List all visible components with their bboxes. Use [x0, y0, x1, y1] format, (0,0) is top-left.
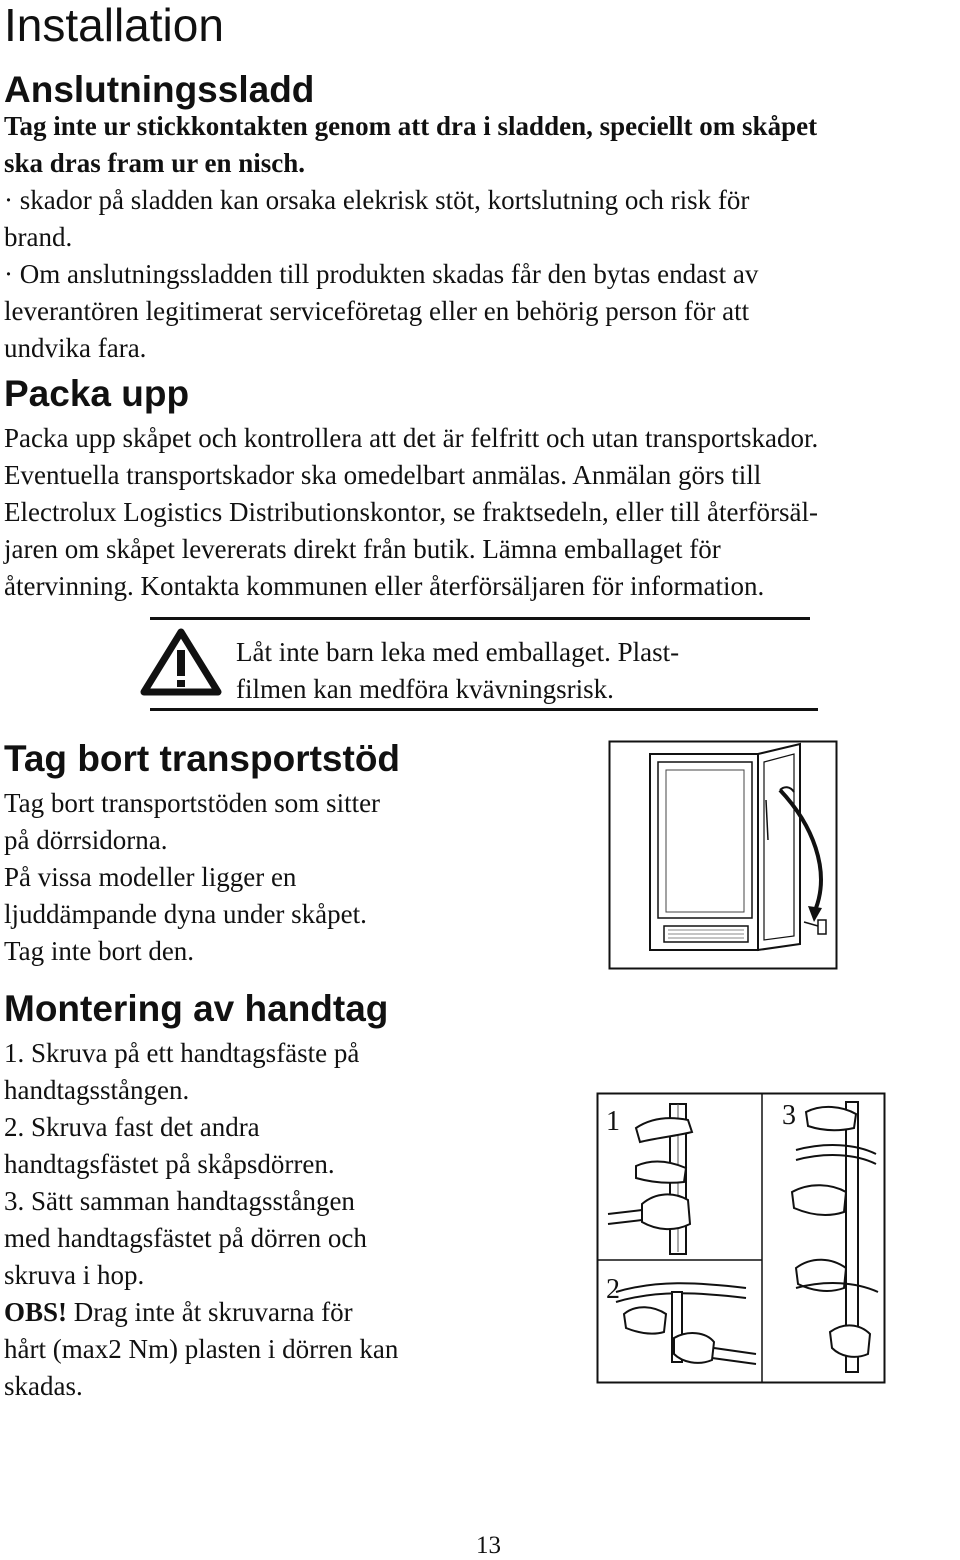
warning-line2: filmen kan medföra kvävningsrisk. [236, 674, 614, 704]
transport-line2: på dörrsidorna. [4, 825, 168, 855]
handle-line6: med handtagsfästet på dörren och [4, 1223, 367, 1253]
transport-line1: Tag bort transportstöden som sitter [4, 788, 381, 818]
unpack-line3: Electrolux Logistics Distributionskontor, se fraktsedeln, eller till återförsäl- [4, 497, 818, 527]
obs-text: Drag inte åt skruvarna för [67, 1297, 353, 1327]
unpack-section-body [4, 420, 956, 605]
handle-assembly-illustration [596, 1092, 886, 1384]
warning-text [236, 634, 796, 708]
handle-obs-line [4, 1294, 594, 1331]
section-heading-cord: Anslutningssladd [4, 69, 315, 110]
unpack-line2: Eventuella transportskador ska omedelbart anmälas. Anmälan görs till [4, 460, 762, 490]
handle-line3: 2. Skruva fast det andra [4, 1112, 260, 1142]
handle-line10: skadas. [4, 1371, 83, 1401]
handle-section-body [4, 1035, 594, 1405]
handle-line1: 1. Skruva på ett handtagsfäste på [4, 1038, 360, 1068]
transport-section-body [4, 785, 594, 970]
warning-rule-top [150, 617, 810, 620]
transport-line4: ljuddämpande dyna under skåpet. [4, 899, 367, 929]
page-title: Installation [4, 0, 224, 51]
unpack-line5: återvinning. Kontakta kommunen eller återförsäljaren för information. [4, 571, 765, 601]
section-heading-unpack: Packa upp [4, 373, 190, 414]
cord-bullet2-line1: · Om anslutningssladden till produkten skadas får den bytas endast av [4, 259, 759, 289]
cord-bullet1-line2: brand. [4, 222, 73, 252]
step-3-label: 3 [782, 1100, 796, 1131]
handle-line4: handtagsfästet på skåpsdörren. [4, 1149, 335, 1179]
handle-line2: handtagsstången. [4, 1075, 190, 1105]
cord-bullet2-line2: leverantören legitimerat serviceföretag eller en behörig person för att [4, 296, 750, 326]
page-number: 13 [476, 1532, 501, 1559]
step-2-label: 2 [606, 1274, 620, 1305]
transport-line5: Tag inte bort den. [4, 936, 195, 966]
unpack-line4: jaren om skåpet levererats direkt från butik. Lämna emballaget för [4, 534, 721, 564]
fridge-open-door-illustration [608, 740, 838, 970]
cord-section-body [4, 108, 956, 367]
warning-line1: Låt inte barn leka med emballaget. Plast- [236, 637, 680, 667]
handle-line9: hårt (max2 Nm) plasten i dörren kan [4, 1334, 399, 1364]
warning-rule-bottom [150, 708, 818, 711]
cord-bullet2-line3: undvika fara. [4, 333, 147, 363]
unpack-line1: Packa upp skåpet och kontrollera att det är felfritt och utan transportskador. [4, 423, 819, 453]
cord-intro-line1: Tag inte ur stickkontakten genom att dra i sladden, speciellt om skåpet [4, 111, 818, 141]
obs-label: OBS! [4, 1297, 68, 1327]
handle-line5: 3. Sätt samman handtagsstången [4, 1186, 355, 1216]
cord-bullet1-line1: · skador på sladden kan orsaka elekrisk stöt, kortslutning och risk för [4, 185, 750, 215]
section-heading-transport: Tag bort transportstöd [4, 738, 401, 779]
handle-line7: skruva i hop. [4, 1260, 145, 1290]
warning-triangle-icon [140, 628, 222, 696]
cord-intro-line2: ska dras fram ur en nisch. [4, 148, 306, 178]
step-1-label: 1 [606, 1106, 620, 1137]
section-heading-handle: Montering av handtag [4, 988, 389, 1029]
transport-line3: På vissa modeller ligger en [4, 862, 297, 892]
